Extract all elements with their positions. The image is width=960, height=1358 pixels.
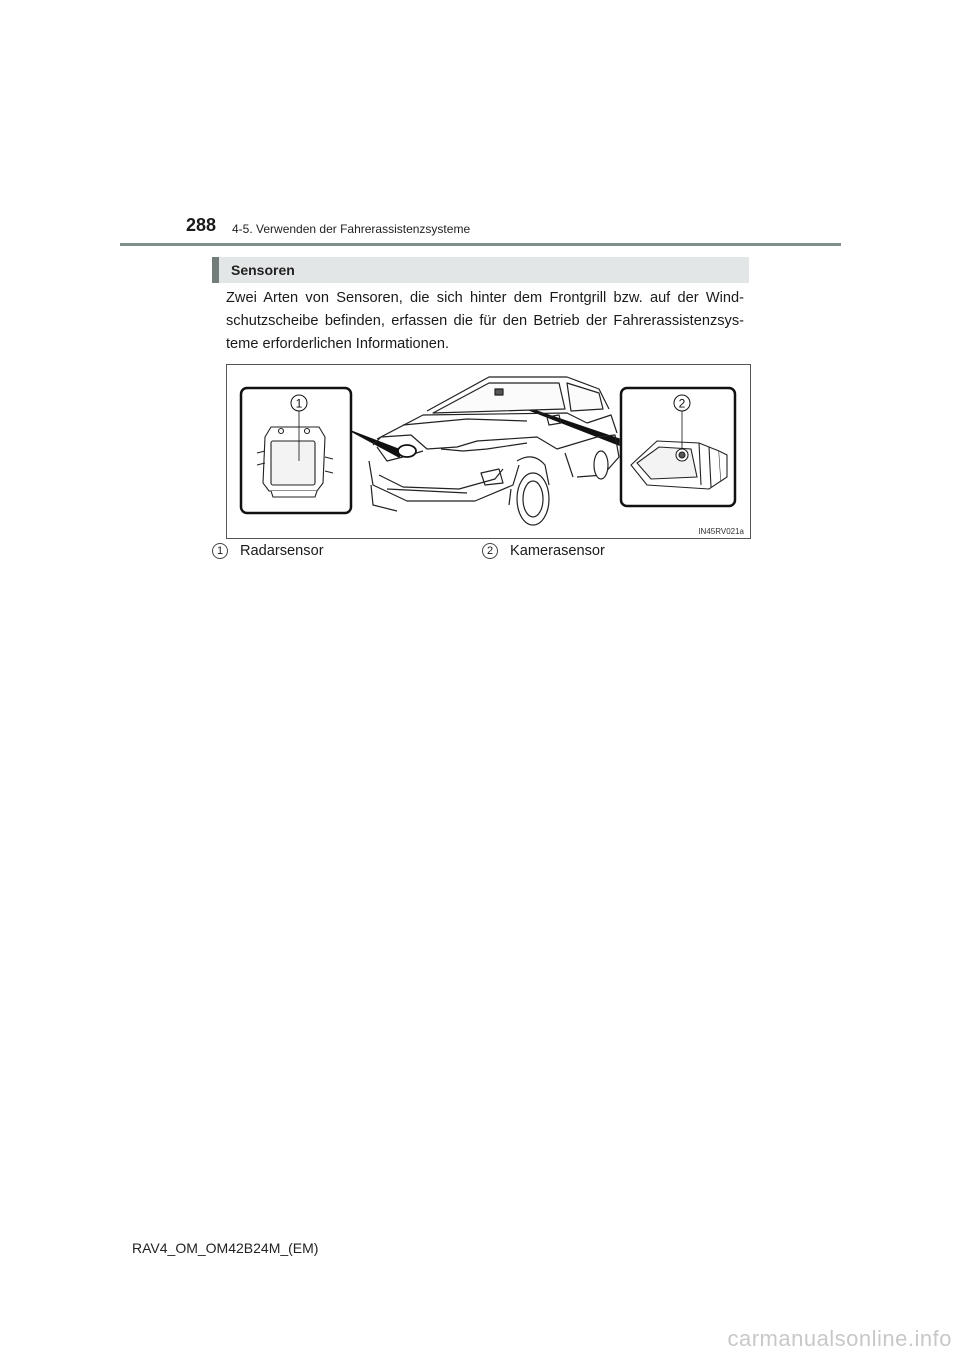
legend-label-camera: Kamerasensor (510, 543, 605, 559)
watermark-text: carmanualsonline.info (727, 1326, 952, 1351)
legend-number-2: 2 (482, 543, 498, 559)
section-title: Sensoren (231, 262, 295, 278)
legend-item-radar (212, 543, 324, 563)
svg-text:2: 2 (678, 396, 686, 411)
sensor-illustration (226, 364, 751, 539)
header-divider (120, 243, 841, 246)
legend-item-camera (482, 543, 605, 563)
figure-code: IN45RV021a (698, 527, 744, 536)
page-number: 288 (186, 215, 217, 235)
section-header (212, 257, 749, 283)
sensor-illustration-drawing (227, 365, 750, 538)
legend-number-1: 1 (212, 543, 228, 559)
document-id: RAV4_OM_OM42B24M_(EM) (132, 1240, 319, 1256)
svg-text:1: 1 (295, 396, 303, 411)
section-body-text: Zwei Arten von Sensoren, die sich hinter dem Frontgrill bzw. auf der Wind-schutzscheibe befinden, erfassen die für den Betrieb der Fahrerassistenzsys-teme erforderlichen Informationen. (226, 290, 744, 352)
legend-label-radar: Radarsensor (240, 543, 324, 559)
chapter-title: 4-5. Verwenden der Fahrerassistenzsysteme (232, 222, 471, 236)
